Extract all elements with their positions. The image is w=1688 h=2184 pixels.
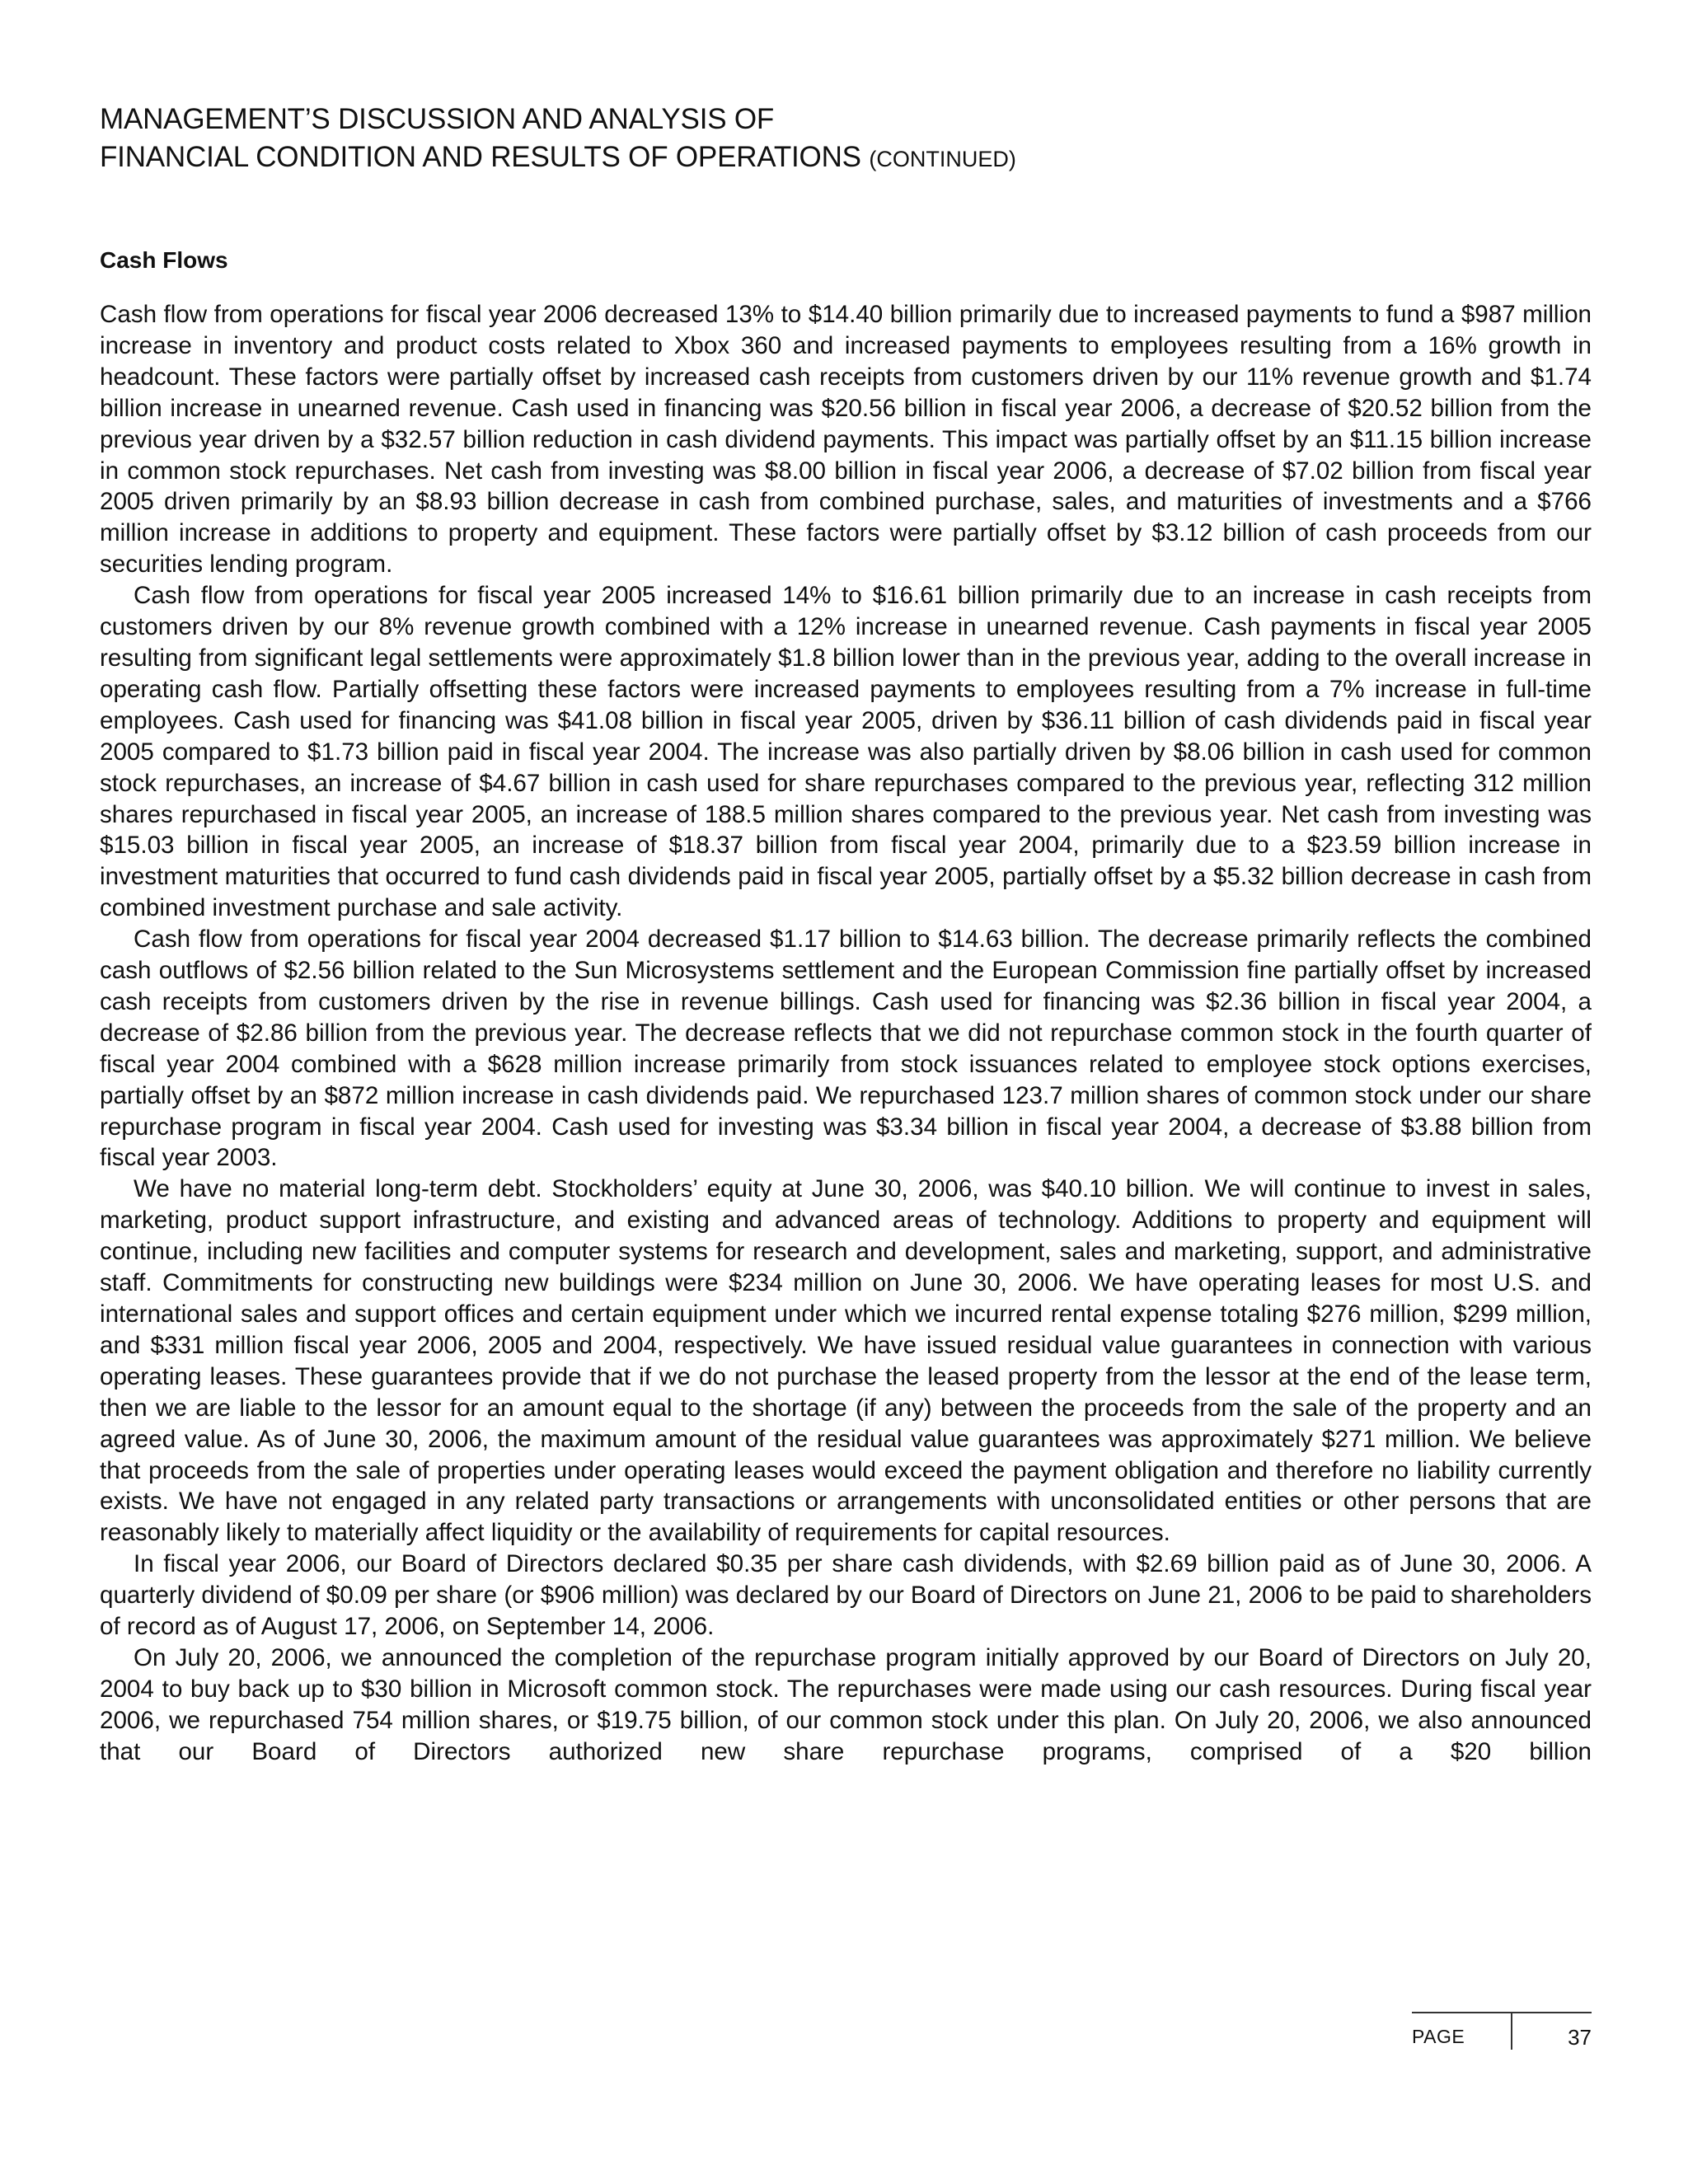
page-label: PAGE xyxy=(1412,2026,1465,2047)
page-footer xyxy=(1412,2012,1592,2051)
page-header xyxy=(100,101,1592,178)
header-title-line-2 xyxy=(100,138,1592,178)
paragraph-dividends: In fiscal year 2006, our Board of Directors declared $0.35 per share cash dividends, with $2.69 billion paid as of June 30, 2006. A quarterly dividend of $0.09 per share (or $906 million) was declared by our Board of Directors on June 21, 2006 to be paid to shareholders of record as of August 17, 2006, on September 14, 2006. xyxy=(100,1550,1592,1641)
paragraph-fiscal-2004: Cash flow from operations for fiscal year 2004 decreased $1.17 billion to $14.63 billion. The decrease primarily reflects the combined cash outflows of $2.56 billion related to the Sun Microsystems settlement and the European Commission fine partially offset by increased cash receipts from customers driven by the rise in revenue billings. Cash used for financing was $2.36 billion in fiscal year 2004, a decrease of $2.86 billion from the previous year. The decrease reflects that we did not repurchase common stock in the fourth quarter of fiscal year 2004 combined with a $628 million increase primarily from stock issuances related to employee stock options exercises, partially offset by an $872 million increase in cash dividends paid. We repurchased 123.7 million shares of common stock under our share repurchase program in fiscal year 2004. Cash used for investing was $3.34 billion in fiscal year 2004, a decrease of $3.88 billion from fiscal year 2003. xyxy=(100,926,1592,1172)
section-heading-cash-flows: Cash Flows xyxy=(100,247,228,273)
header-continued-label: (CONTINUED) xyxy=(869,147,1016,171)
page-number: 37 xyxy=(1568,2025,1592,2050)
header-title-line-2-text: FINANCIAL CONDITION AND RESULTS OF OPERATIONS xyxy=(100,141,861,173)
paragraph-share-repurchase: On July 20, 2006, we announced the completion of the repurchase program initially approved by our Board of Directors on July 20, 2004 to buy back up to $30 billion in Microsoft common stock. The repurchases were made using our cash resources. During fiscal year 2006, we repurchased 754 million shares, or $19.75 billion, of our common stock under this plan. On July 20, 2006, we also announced that our Board of Directors authorized new share repurchase programs, comprised of a $20 billion xyxy=(100,1643,1592,1765)
header-title-line-1: MANAGEMENT’S DISCUSSION AND ANALYSIS OF xyxy=(100,103,775,135)
cash-flows-body xyxy=(100,299,1592,1768)
footer-divider xyxy=(1511,2013,1512,2050)
paragraph-debt-and-leases: We have no material long-term debt. Stockholders’ equity at June 30, 2006, was $40.10 billion. We will continue to invest in sales, marketing, product support infrastructure, and existing and advanced areas of technology. Additions to property and equipment will continue, including new facilities and computer systems for research and development, sales and marketing, support, and administrative staff. Commitments for constructing new buildings were $234 million on June 30, 2006. We have operating leases for most U.S. and international sales and support offices and certain equipment under which we incurred rental expense totaling $276 million, $299 million, and $331 million fiscal year 2006, 2005 and 2004, respectively. We have issued residual value guarantees in connection with various operating leases. These guarantees provide that if we do not purchase the leased property from the lessor at the end of the lease term, then we are liable to the lessor for an amount equal to the shortage (if any) between the proceeds from the sale of the property and an agreed value. As of June 30, 2006, the maximum amount of the residual value guarantees was approximately $271 million. We believe that proceeds from the sale of properties under operating leases would exceed the payment obligation and therefore no liability currently exists. We have not engaged in any related party transactions or arrangements with unconsolidated entities or other persons that are reasonably likely to materially affect liquidity or the availability of requirements for capital resources. xyxy=(100,1175,1592,1547)
paragraph-fiscal-2006: Cash flow from operations for fiscal year 2006 decreased 13% to $14.40 billion primarily due to increased payments to fund a $987 million increase in inventory and product costs related to Xbox 360 and increased payments to employees resulting from a 16% growth in headcount. These factors were partially offset by increased cash receipts from customers driven by our 11% revenue growth and $1.74 billion increase in unearned revenue. Cash used in financing was $20.56 billion in fiscal year 2006, a decrease of $20.52 billion from the previous year driven by a $32.57 billion reduction in cash dividend payments. This impact was partially offset by an $11.15 billion increase in common stock repurchases. Net cash from investing was $8.00 billion in fiscal year 2006, a decrease of $7.02 billion from fiscal year 2005 driven primarily by an $8.93 billion decrease in cash from combined purchase, sales, and maturities of investments and a $766 million increase in additions to property and equipment. These factors were partially offset by $3.12 billion of cash proceeds from our securities lending program. xyxy=(100,301,1592,579)
paragraph-fiscal-2005: Cash flow from operations for fiscal year 2005 increased 14% to $16.61 billion primarily due to an increase in cash receipts from customers driven by our 8% revenue growth combined with a 12% increase in unearned revenue. Cash payments in fiscal year 2005 resulting from significant legal settlements were approximately $1.8 billion lower than in the previous year, adding to the overall increase in operating cash flow. Partially offsetting these factors were increased payments to employees resulting from a 7% increase in full-time employees. Cash used for financing was $41.08 billion in fiscal year 2005, driven by $36.11 billion of cash dividends paid in fiscal year 2005 compared to $1.73 billion paid in fiscal year 2004. The increase was also partially driven by $8.06 billion in cash used for common stock repurchases, an increase of $4.67 billion in cash used for share repurchases compared to the previous year, reflecting 312 million shares repurchased in fiscal year 2005, an increase of 188.5 million shares compared to the previous year. Net cash from investing was $15.03 billion in fiscal year 2005, an increase of $18.37 billion from fiscal year 2004, primarily due to a $23.59 billion increase in investment maturities that occurred to fund cash dividends paid in fiscal year 2005, partially offset by a $5.32 billion decrease in cash from combined investment purchase and sale activity. xyxy=(100,582,1592,922)
